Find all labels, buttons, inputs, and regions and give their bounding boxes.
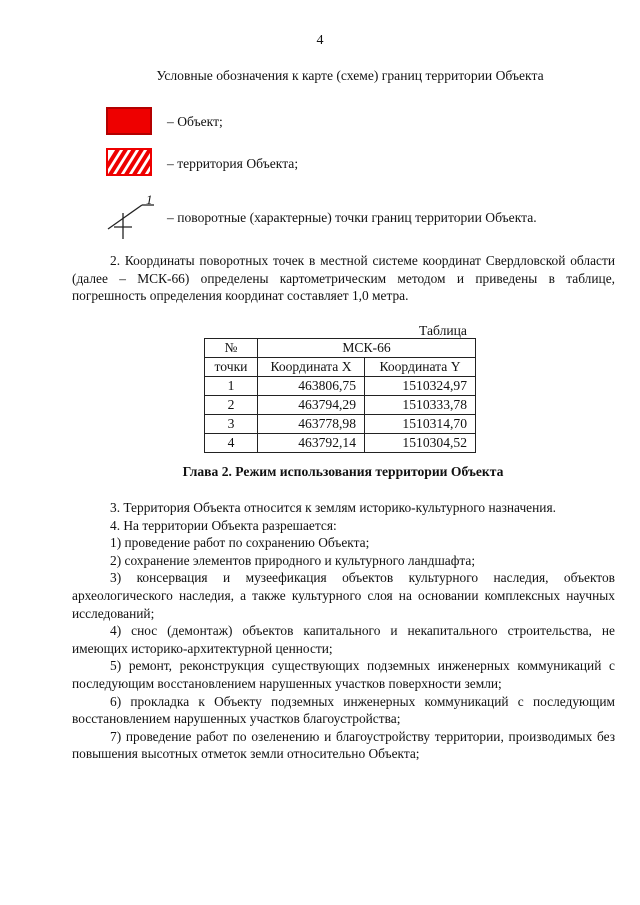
permitted-uses-list bbox=[72, 499, 615, 763]
cell-y: 1510324,97 bbox=[365, 377, 476, 396]
cell-point: 2 bbox=[205, 396, 258, 415]
header-system: МСК-66 bbox=[258, 339, 476, 358]
cell-y: 1510314,70 bbox=[365, 415, 476, 434]
header-number: № bbox=[205, 339, 258, 358]
table-header-row bbox=[205, 358, 476, 377]
list-item: 2) сохранение элементов природного и культурного ландшафта; bbox=[110, 552, 476, 568]
coordinates-table bbox=[204, 338, 476, 453]
table-caption: Таблица bbox=[419, 323, 467, 338]
header-y: Координата Y bbox=[365, 358, 476, 377]
cell-point: 3 bbox=[205, 415, 258, 434]
paragraph-coordinates: 2. Координаты поворотных точек в местной системе координат Свердловской области (далее – МСК-66) определены картометрическим методом и приведены в таблице, погрешность определения координат составляет 1,0 метра. bbox=[72, 253, 615, 304]
turning-point-marker: 1 bbox=[146, 195, 153, 207]
cell-y: 1510333,78 bbox=[365, 396, 476, 415]
list-item: 3. Территория Объекта относится к землям историко-культурного назначения. bbox=[110, 500, 556, 515]
cell-y: 1510304,52 bbox=[365, 434, 476, 453]
legend-label-turning-point: – поворотные (характерные) точки границ территории Объекта. bbox=[167, 210, 537, 225]
solid-red-rect-icon bbox=[106, 107, 152, 135]
header-x: Координата X bbox=[258, 358, 365, 377]
page-number: 4 bbox=[316, 33, 324, 48]
legend-title: Условные обозначения к карте (схеме) границ территории Объекта bbox=[156, 68, 544, 83]
cell-point: 1 bbox=[205, 377, 258, 396]
table-header-row bbox=[205, 339, 476, 358]
table-row bbox=[205, 377, 476, 396]
list-item: 5) ремонт, реконструкция существующих подземных инженерных коммуникаций с последующим восстановлением нарушенных участков поверхности земли; bbox=[72, 658, 615, 691]
table-row bbox=[205, 434, 476, 453]
list-item: 6) прокладка к Объекту подземных инженерных коммуникаций с последующим восстановлением нарушенных участков благоустройства; bbox=[72, 693, 615, 727]
chapter-title: Глава 2. Режим использования территории Объекта bbox=[182, 464, 504, 479]
list-item: 4) снос (демонтаж) объектов капитального и некапитального строительства, не имеющих историко-архитектурной ценности; bbox=[72, 623, 615, 656]
cell-x: 463806,75 bbox=[258, 377, 365, 396]
list-item: 1) проведение работ по сохранению Объекта; bbox=[110, 535, 370, 551]
legend-label-territory: – территория Объекта; bbox=[167, 156, 299, 171]
list-item: 3) консервация и музеефикация объектов культурного наследия, объектов археологического наследия, а также культурного слоя на основании комплексных научных исследований; bbox=[72, 570, 615, 621]
hatched-red-rect-icon bbox=[106, 148, 152, 176]
cell-x: 463778,98 bbox=[258, 415, 365, 434]
turning-point-icon bbox=[106, 195, 162, 241]
table-row bbox=[205, 415, 476, 434]
list-item: 7) проведение работ по озеленению и благоустройству территории, производимых без повышения высотных отметок земли относительно Объекта; bbox=[72, 728, 615, 762]
table-row bbox=[205, 396, 476, 415]
cell-x: 463792,14 bbox=[258, 434, 365, 453]
cell-x: 463794,29 bbox=[258, 396, 365, 415]
list-item: 4. На территории Объекта разрешается: bbox=[110, 517, 337, 533]
header-point: точки bbox=[205, 358, 258, 377]
legend-label-object: – Объект; bbox=[167, 114, 223, 129]
cell-point: 4 bbox=[205, 434, 258, 453]
